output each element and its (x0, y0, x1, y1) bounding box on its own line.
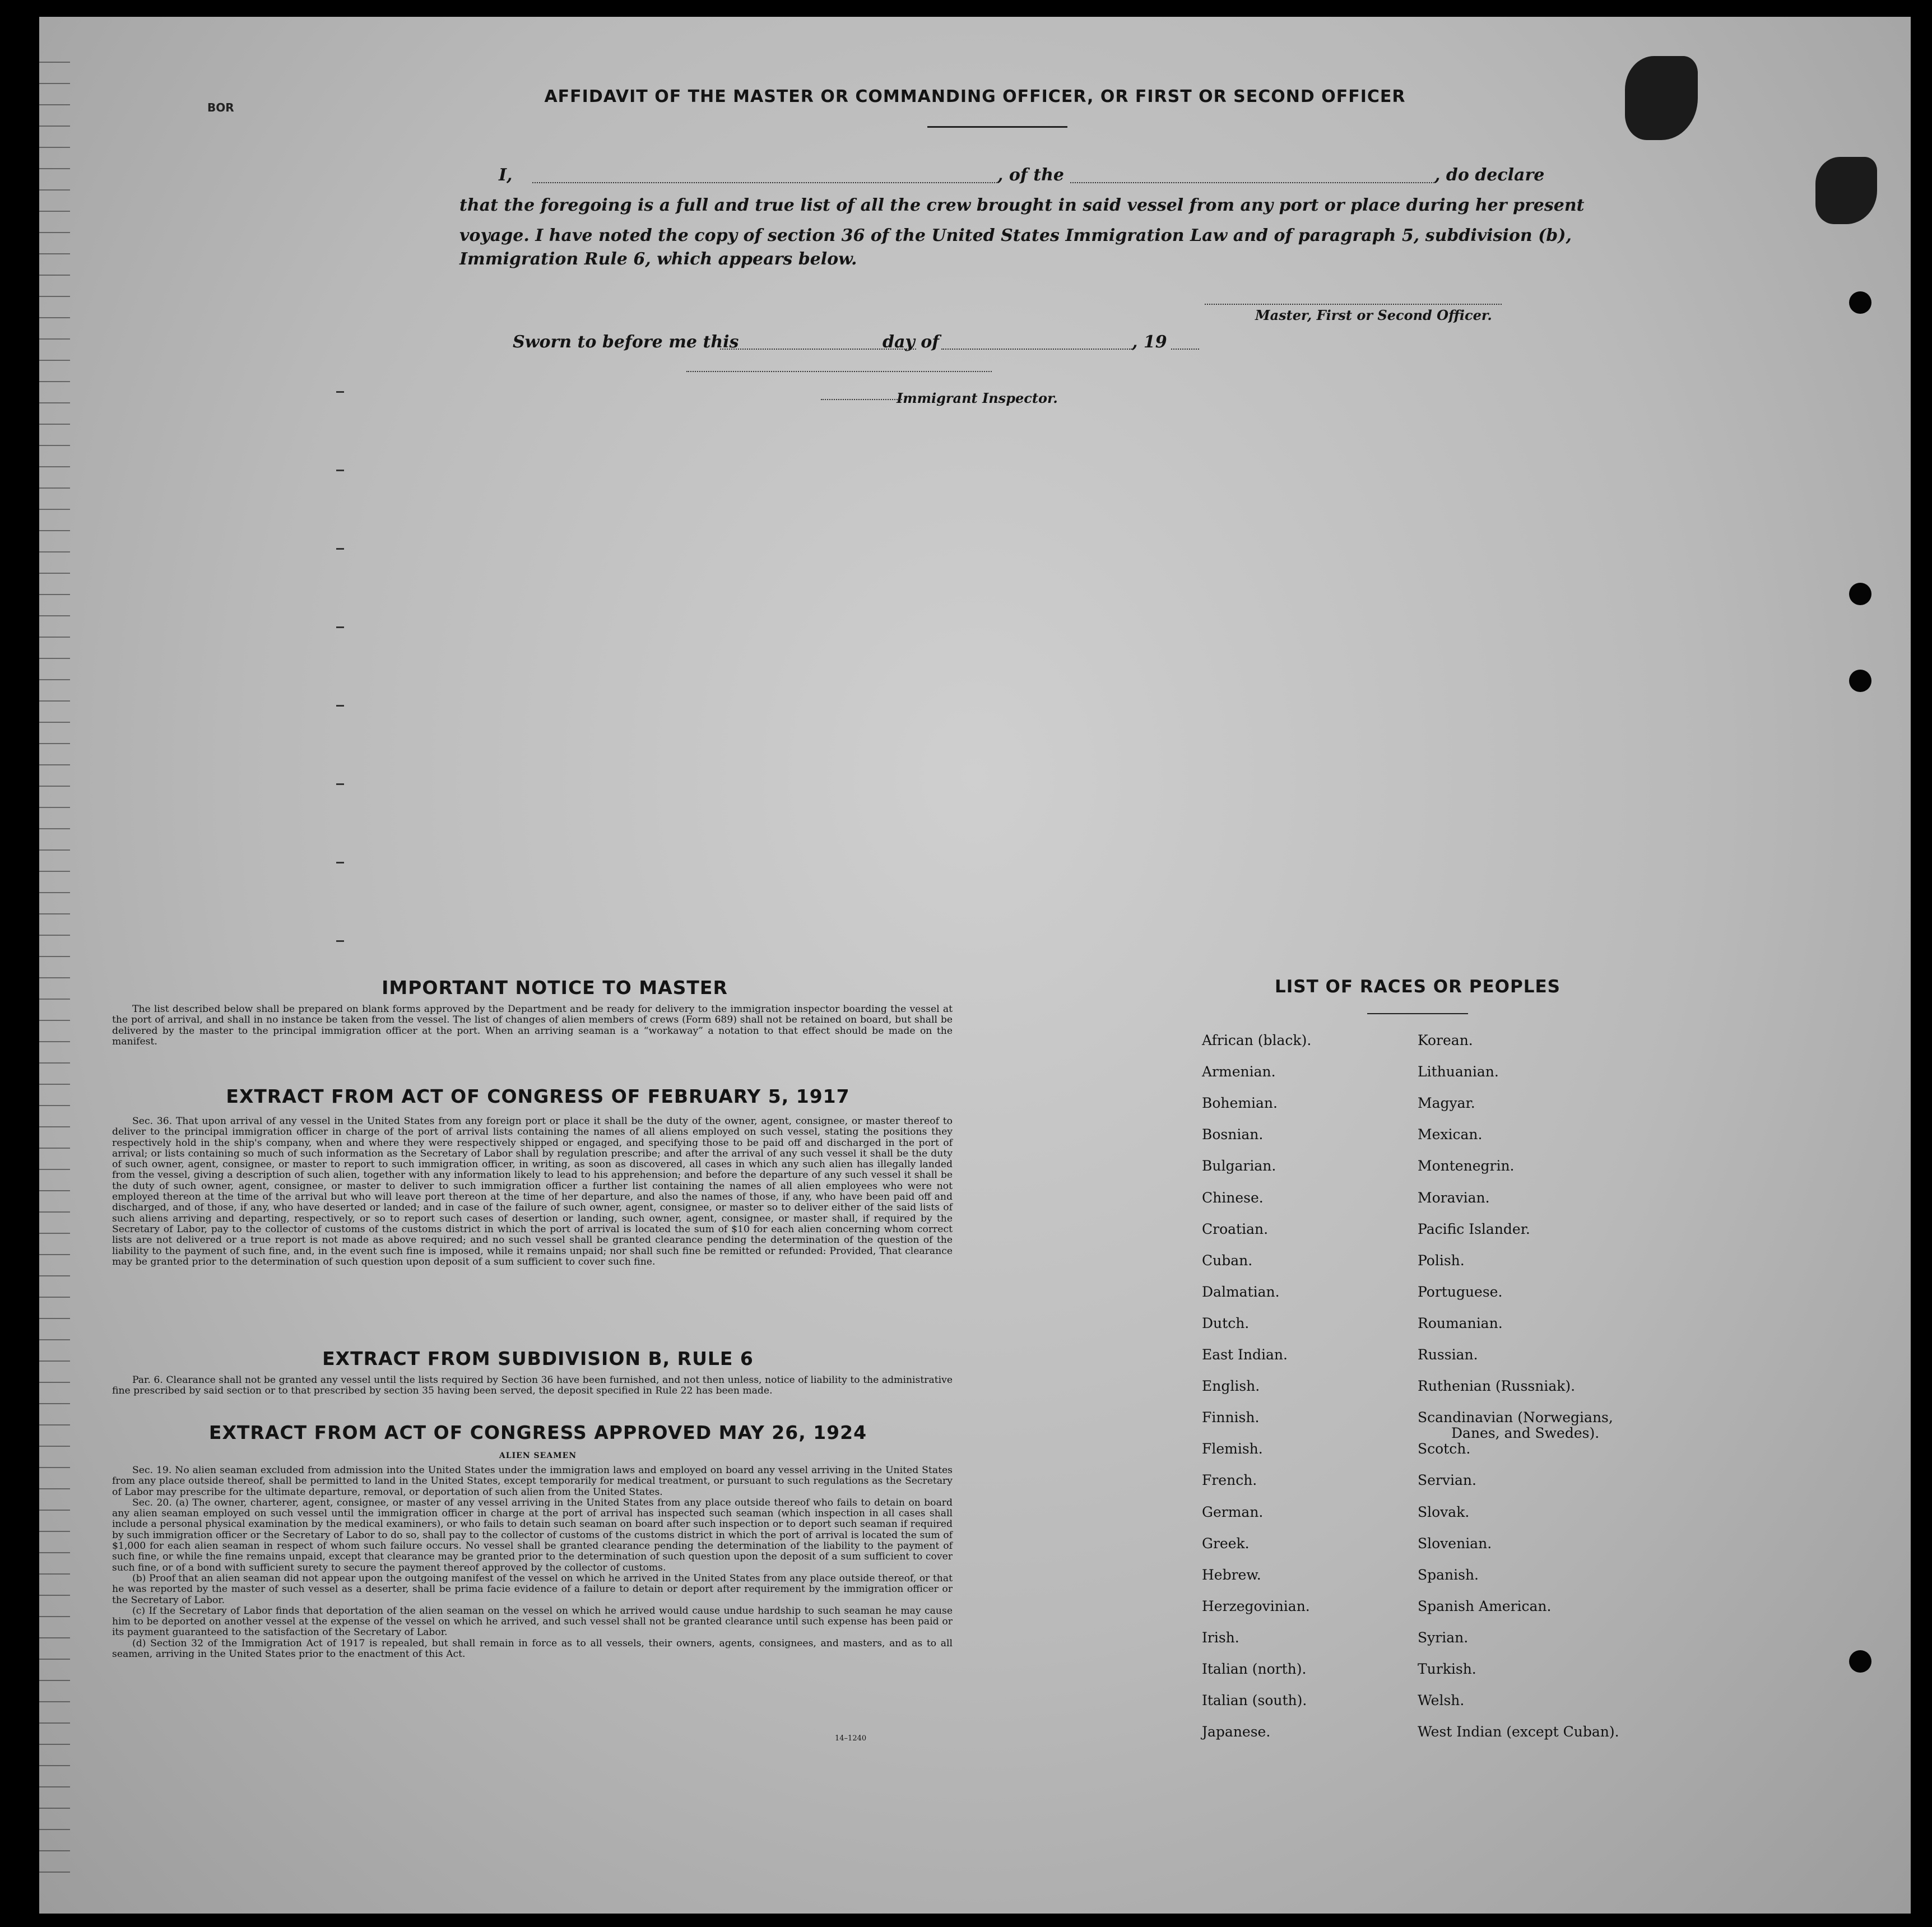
margin-mark (336, 626, 344, 628)
race-item: Scandinavian (Norwegians, (1418, 1409, 1613, 1426)
punch-hole (1849, 1650, 1871, 1673)
races-title: LIST OF RACES OR PEOPLES (1274, 977, 1561, 997)
sec-19-paragraph: Sec. 19. No alien seaman excluded from admission into the United States under the immigration laws and employed on board any vessel arriving in the United States from any place outside thereof, shall be permitted to land in the United States, except temporarily for medical treatment, or pursuant to such regulations as the Secretary of Labor may prescribe for the ultimate departure, removal, or deportation of such alien from the United States. (112, 1465, 953, 1498)
punch-hole (1849, 583, 1871, 605)
manifest-back-page (39, 17, 1911, 1914)
torn-label-stub: BOR (207, 101, 234, 114)
extract-rule6-title: EXTRACT FROM SUBDIVISION B, RULE 6 (322, 1348, 754, 1369)
affidavit-line-4: Immigration Rule 6, which appears below. (459, 249, 857, 269)
race-item: Korean. (1418, 1032, 1473, 1048)
race-item: Dutch. (1202, 1315, 1250, 1331)
race-item: German. (1202, 1503, 1264, 1520)
race-item: Spanish American. (1418, 1598, 1552, 1614)
race-item: Bosnian. (1202, 1126, 1264, 1143)
race-item: Slovenian. (1418, 1535, 1492, 1552)
race-item: French. (1202, 1472, 1257, 1489)
year-label: , 19 (1132, 332, 1167, 352)
notice-paragraph: The list described below shall be prepared on blank forms approved by the Department and be ready for delivery to the immigration inspector boarding the vessel at the port of arrival, and shall in no instance be taken from the vessel. The list of changes of alien members of crews (Form 689) shall not be retained on board, but shall be delivered by the master to the principal immigration officer at the port. When an arriving seaman is a “workaway” a notation to that effect should be made on the manifest. (112, 1004, 953, 1047)
punch-hole (1849, 670, 1871, 692)
race-item: Croatian. (1202, 1220, 1269, 1237)
race-item: Syrian. (1418, 1629, 1469, 1646)
race-item: Japanese. (1202, 1724, 1271, 1740)
form-number: 14–1240 (835, 1734, 867, 1743)
race-item: East Indian. (1202, 1346, 1288, 1363)
extract-1924-text (112, 1465, 953, 1660)
race-item: African (black). (1202, 1032, 1312, 1048)
inspector-caption: Immigrant Inspector. (897, 390, 1058, 406)
race-item: Ruthenian (Russniak). (1418, 1378, 1576, 1395)
margin-mark (336, 470, 344, 471)
affidavit-title: AFFIDAVIT OF THE MASTER OR COMMANDING OFFICER, OR FIRST OR SECOND OFFICER (544, 87, 1406, 106)
affidavit-of-the-label: , of the (997, 165, 1065, 185)
margin-mark (336, 548, 344, 550)
race-item: Armenian. (1202, 1064, 1276, 1080)
race-item: Polish. (1418, 1252, 1465, 1269)
race-item: Magyar. (1418, 1095, 1475, 1112)
inspector-lead-blank (821, 399, 902, 400)
race-item: Spanish. (1418, 1566, 1479, 1583)
race-item: Flemish. (1202, 1441, 1263, 1457)
race-item: Finnish. (1202, 1409, 1260, 1426)
title-rule (927, 126, 1067, 128)
race-item: Slovak. (1418, 1503, 1470, 1520)
affidavit-i-label: I, (499, 165, 513, 185)
inspector-signature-blank[interactable] (686, 371, 992, 372)
race-item: Hebrew. (1202, 1566, 1261, 1583)
sec-20a-paragraph: Sec. 20. (a) The owner, charterer, agent, consignee, or master of any vessel arriving in the United States from any place outside thereof who fails to detain on board any alien seaman employed on such vessel until the immigration officer in charge at the port of arrival has inspected such seaman (which inspection in all cases shall include a personal physical examination by the medical examiners), or who fails to detain such seaman on board after such inspection or to deport such seaman if required by such immigration officer or the Secretary of Labor to do so, shall pay to the collector of customs of the customs district in which the port of arrival is located the sum of $1,000 for each alien seaman in respect of whom such failure occurs. No vessel shall be granted clearance pending the determination of the liability to the payment of such fine, or while the fine remains unpaid, except that clearance may be granted prior to the determination of such question upon the deposit of a sum sufficient to cover such fine, or of a bond with sufficient surety to secure the payment thereof approved by the collector of customs. (112, 1497, 953, 1573)
extract-1924-title: EXTRACT FROM ACT OF CONGRESS APPROVED MAY 26, 1924 (208, 1422, 867, 1443)
race-item: West Indian (except Cuban). (1418, 1724, 1619, 1740)
race-item: Scotch. (1418, 1441, 1471, 1457)
race-item: Irish. (1202, 1629, 1239, 1646)
extract-1917-title: EXTRACT FROM ACT OF CONGRESS OF FEBRUARY 5, 1917 (226, 1085, 850, 1107)
signature-caption: Master, First or Second Officer. (1255, 307, 1492, 323)
race-item: English. (1202, 1378, 1260, 1395)
race-item: Greek. (1202, 1535, 1250, 1552)
race-item: Montenegrin. (1418, 1158, 1515, 1174)
extract-rule6-text (112, 1375, 953, 1397)
sec-20b-paragraph: (b) Proof that an alien seaman did not appear upon the outgoing manifest of the vessel on which he arrived in the United States from any place outside thereof, or that he was reported by the master of such vessel as a deserter, shall be prima facie evidence of a failure to detain or deport after requirement by the immigration officer or the Secretary of Labor. (112, 1572, 953, 1606)
race-item: Italian (south). (1202, 1692, 1307, 1709)
year-blank[interactable] (1171, 349, 1199, 350)
race-item: Servian. (1418, 1472, 1476, 1489)
race-item: Welsh. (1418, 1692, 1465, 1709)
notice-text (112, 1004, 953, 1047)
sec-20d-paragraph: (d) Section 32 of the Immigration Act of 1917 is repealed, but shall remain in force as to all vessels, their owners, agents, consignees, and masters, and as to all seamen, arriving in the United States prior to the enactment of this Act. (112, 1637, 953, 1660)
race-item: Portuguese. (1418, 1283, 1503, 1300)
race-item: Moravian. (1418, 1189, 1490, 1206)
extract-1917-text (112, 1116, 953, 1267)
vessel-blank[interactable] (1070, 182, 1434, 183)
race-item: Chinese. (1202, 1189, 1264, 1206)
race-item-continuation: Danes, and Swedes). (1451, 1425, 1600, 1442)
margin-mark (336, 705, 344, 707)
race-item: Mexican. (1418, 1126, 1483, 1143)
race-item: Cuban. (1202, 1252, 1253, 1269)
margin-mark (336, 940, 344, 942)
affidavit-declare-label: , do declare (1434, 165, 1545, 185)
race-item: Bulgarian. (1202, 1158, 1276, 1174)
affidavit-line-2: that the foregoing is a full and true list of all the crew brought in said vessel from any port or place during her present (459, 196, 1585, 215)
section-36-paragraph: Sec. 36. That upon arrival of any vessel in the United States from any foreign port or place it shall be the duty of the owner, agent, consignee, or master thereof to deliver to the principal immigration officer in charge of the port of arrival lists containing the names of all aliens employed on such vessel, stating the positions they respectively hold in the ship's company, when and where they were respectively shipped or engaged, and specifying those to be paid off and discharged in the port of arrival; or lists containing so much of such information as the Secretary of Labor shall by regulation prescribe; and after the arrival of any such vessel it shall be the duty of such owner, agent, consignee, or master to report to such immigration officer, in writing, as soon as discovered, all cases in which any such alien has illegally landed from the vessel, giving a description of such alien, together with any information likely to lead to his apprehension; and before the departure of any such vessel it shall be the duty of such owner, agent, consignee, or master to deliver to such immigration officer a further list containing the names of all alien employees who were not employed thereon at the time of the arrival but who will leave port thereon at the time of her departure, and also the names of those, if any, who have been paid off and discharged, and of those, if any, who have deserted or landed; and in case of the failure of such owner, agent, consignee, or master so to deliver either of the said lists of such aliens arriving and departing, respectively, or so to report such cases of desertion or landing, such owner, agent, consignee, or master shall, if required by the Secretary of Labor, pay to the collector of customs of the customs district in which the port of arrival is located the sum of $10 for each alien concerning whom correct lists are not delivered or a true report is not made as above required; and no such vessel shall be granted clearance pending the determination of the question of the liability to the payment of such fine, and, in the event such fine is imposed, while it remains unpaid; nor shall such fine be remitted or refunded: Provided, That clearance may be granted prior to the determination of such question upon deposit of a sum sufficient to cover such fine. (112, 1116, 953, 1267)
race-item: Roumanian. (1418, 1315, 1503, 1331)
day-of-label: day of (883, 332, 940, 352)
binding-strip (39, 62, 70, 1877)
name-blank[interactable] (532, 182, 997, 183)
margin-mark (336, 862, 344, 863)
margin-mark (336, 391, 344, 393)
race-item: Russian. (1418, 1346, 1478, 1363)
notice-title: IMPORTANT NOTICE TO MASTER (382, 977, 728, 999)
punch-hole (1849, 291, 1871, 314)
races-title-rule (1367, 1013, 1468, 1014)
race-item: Italian (north). (1202, 1661, 1307, 1677)
race-item: Bohemian. (1202, 1095, 1278, 1112)
alien-seamen-subtitle: ALIEN SEAMEN (499, 1451, 577, 1460)
sworn-label: Sworn to before me this (513, 332, 739, 352)
race-item: Dalmatian. (1202, 1283, 1280, 1300)
margin-mark (336, 783, 344, 785)
race-item: Pacific Islander. (1418, 1220, 1530, 1237)
ink-stain (1815, 157, 1877, 224)
race-item: Herzegovinian. (1202, 1598, 1310, 1614)
sec-20c-paragraph: (c) If the Secretary of Labor finds that deportation of the alien seaman on the vessel on which he arrived would cause undue hardship to such seaman he may cause him to be deported on another vessel at the expense of the vessel on which he arrived, and such vessel shall not be granted clearance until such expense has been paid or its payment guaranteed to the satisfaction of the Secretary of Labor. (112, 1605, 953, 1638)
par-6-paragraph: Par. 6. Clearance shall not be granted any vessel until the lists required by Section 36 have been furnished, and not then unless, notice of liability to the administrative fine prescribed by said section or to that prescribed by section 35 having been served, the deposit specified in Rule 22 has been made. (112, 1375, 953, 1397)
race-item: Lithuanian. (1418, 1064, 1499, 1080)
sworn-month-blank[interactable] (941, 349, 1132, 350)
affidavit-line-3: voyage. I have noted the copy of section 36 of the United States Immigration Law and of paragraph 5, subdivision (b), (459, 226, 1572, 245)
race-item: Turkish. (1418, 1661, 1476, 1677)
